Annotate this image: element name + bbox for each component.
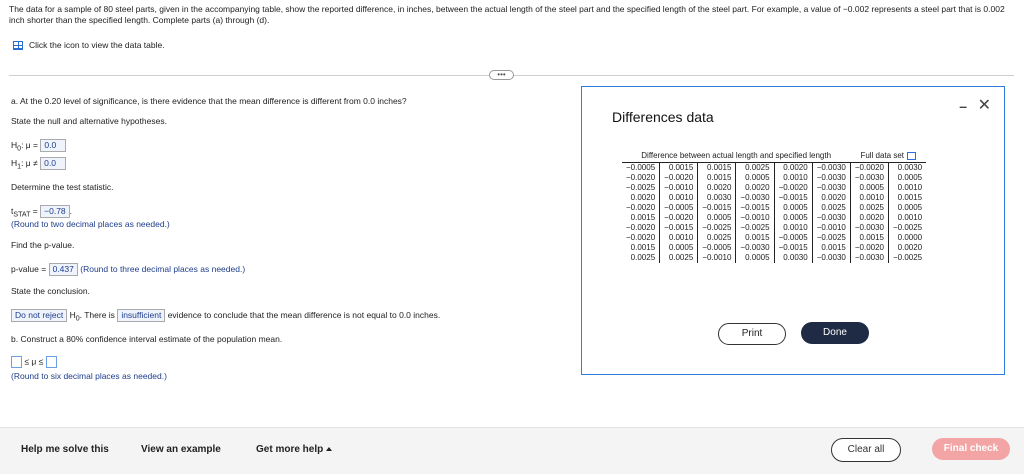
view-example-link[interactable]: View an example <box>141 444 221 455</box>
table-cell: −0.0020 <box>660 173 698 183</box>
table-cell: 0.0025 <box>850 203 888 213</box>
table-row <box>622 243 926 253</box>
caret-up-icon <box>326 447 332 451</box>
table-cell: −0.0020 <box>622 173 660 183</box>
table-cell: −0.0020 <box>660 213 698 223</box>
final-check-button[interactable]: Final check <box>932 438 1010 460</box>
table-cell: 0.0010 <box>660 193 698 203</box>
table-row <box>622 173 926 183</box>
table-cell: −0.0025 <box>892 223 923 232</box>
table-cell: 0.0025 <box>698 233 736 243</box>
evidence-dropdown[interactable]: insufficient <box>117 309 165 322</box>
round-three-hint: (Round to three decimal places as needed.) <box>80 264 246 274</box>
table-cell: −0.0020 <box>622 223 660 233</box>
close-icon[interactable]: ✕ <box>977 97 991 114</box>
table-cell: 0.0005 <box>897 173 923 182</box>
table-cell: −0.0030 <box>850 223 888 233</box>
table-cell: −0.0015 <box>774 193 812 203</box>
table-row <box>622 203 926 213</box>
confidence-interval-row: ≤ μ ≤ <box>11 356 57 368</box>
table-cell: 0.0000 <box>897 233 923 242</box>
decision-dropdown[interactable]: Do not reject <box>11 309 67 322</box>
table-cell: 0.0025 <box>622 253 660 263</box>
table-cell: 0.0015 <box>897 193 923 202</box>
dialog-title: Differences data <box>612 109 714 125</box>
round-six-hint: (Round to six decimal places as needed.) <box>11 371 167 381</box>
table-cell: −0.0010 <box>660 183 698 193</box>
table-cell: 0.0020 <box>897 243 923 252</box>
table-cell: 0.0005 <box>774 203 812 213</box>
table-cell: −0.0010 <box>736 213 774 223</box>
table-cell: −0.0005 <box>698 243 736 253</box>
table-cell: −0.0005 <box>774 233 812 243</box>
table-cell: −0.0010 <box>698 253 736 263</box>
table-cell: 0.0010 <box>897 213 923 222</box>
table-cell: −0.0025 <box>698 223 736 233</box>
table-cell: −0.0010 <box>812 223 850 233</box>
view-data-link[interactable] <box>13 40 165 50</box>
table-cell: −0.0015 <box>698 203 736 213</box>
table-header: Difference between actual length and specified length <box>641 151 832 160</box>
ci-upper-field[interactable] <box>46 356 57 368</box>
table-cell: −0.0015 <box>774 243 812 253</box>
table-row <box>622 193 926 203</box>
table-cell: −0.0030 <box>812 183 850 193</box>
test-statistic-prompt: Determine the test statistic. <box>11 182 114 192</box>
divider-handle[interactable]: ••• <box>489 70 514 80</box>
table-row <box>622 163 926 174</box>
done-button[interactable]: Done <box>801 322 869 344</box>
table-cell: −0.0005 <box>660 203 698 213</box>
help-me-solve-link[interactable]: Help me solve this <box>21 444 109 455</box>
table-cell: −0.0030 <box>812 213 850 223</box>
table-cell: 0.0005 <box>774 213 812 223</box>
conclusion-prompt: State the conclusion. <box>11 286 90 296</box>
pvalue-field[interactable]: 0.437 <box>49 263 78 276</box>
table-cell: −0.0020 <box>850 163 888 174</box>
table-cell: −0.0030 <box>736 243 774 253</box>
table-cell: −0.0020 <box>774 183 812 193</box>
ci-lower-field[interactable] <box>11 356 22 368</box>
get-more-help-link[interactable]: Get more help <box>256 444 332 455</box>
table-cell: 0.0030 <box>888 163 926 174</box>
table-cell: 0.0005 <box>698 213 736 223</box>
table-cell: 0.0015 <box>660 163 698 174</box>
table-cell: −0.0015 <box>660 223 698 233</box>
table-cell: 0.0015 <box>850 233 888 243</box>
table-cell: 0.0020 <box>850 213 888 223</box>
table-cell: 0.0015 <box>698 173 736 183</box>
null-hypothesis: $H_0$: μ = 0.0 <box>11 139 66 155</box>
table-row <box>622 233 926 243</box>
part-b-question: b. Construct a 80% confidence interval estimate of the population mean. <box>11 334 283 344</box>
table-cell: 0.0030 <box>698 193 736 203</box>
table-cell: −0.0020 <box>622 203 660 213</box>
table-cell: 0.0030 <box>774 253 812 263</box>
table-cell: 0.0005 <box>897 203 923 212</box>
table-cell: 0.0010 <box>897 183 923 192</box>
table-cell: −0.0025 <box>736 223 774 233</box>
table-cell: 0.0005 <box>850 183 888 193</box>
table-cell: 0.0010 <box>660 233 698 243</box>
table-cell: −0.0030 <box>812 253 850 263</box>
table-cell: 0.0025 <box>812 203 850 213</box>
clear-all-button[interactable]: Clear all <box>831 438 901 462</box>
table-cell: 0.0020 <box>698 183 736 193</box>
view-data-label[interactable]: Click the icon to view the data table. <box>29 40 165 50</box>
differences-table <box>622 151 926 263</box>
table-icon[interactable] <box>13 41 23 50</box>
copy-icon[interactable] <box>907 152 916 160</box>
table-cell: −0.0015 <box>736 203 774 213</box>
table-cell: 0.0020 <box>774 163 812 174</box>
tstat-row: $t_{STAT} = -0.78$ . <box>11 206 73 219</box>
table-cell: 0.0010 <box>774 173 812 183</box>
table-cell: −0.0020 <box>622 233 660 243</box>
data-dialog <box>581 86 1005 375</box>
table-cell: 0.0020 <box>812 193 850 203</box>
table-cell: 0.0005 <box>660 243 698 253</box>
pvalue-prompt: Find the p-value. <box>11 240 75 250</box>
minimize-icon[interactable]: – <box>959 98 967 114</box>
table-cell: −0.0025 <box>812 233 850 243</box>
h0-value-field[interactable]: 0.0 <box>40 139 66 152</box>
tstat-field[interactable]: −0.78 <box>40 205 70 218</box>
round-two-hint: (Round to two decimal places as needed.) <box>11 219 170 229</box>
table-cell: −0.0025 <box>622 183 660 193</box>
table-cell: −0.0030 <box>850 173 888 183</box>
table-cell: 0.0010 <box>850 193 888 203</box>
table-cell: −0.0025 <box>892 253 923 262</box>
full-data-set-link[interactable]: Full data set <box>860 151 916 161</box>
pvalue-row: p-value = 0.437 (Round to three decimal places as needed.) <box>11 264 246 274</box>
table-cell: −0.0030 <box>812 163 850 174</box>
table-cell: 0.0015 <box>622 213 660 223</box>
part-a-question: a. At the 0.20 level of significance, is there evidence that the mean difference is different from 0.0 inches? <box>11 96 407 106</box>
table-cell: 0.0015 <box>622 243 660 253</box>
h1-value-field[interactable]: 0.0 <box>40 157 66 170</box>
table-cell: 0.0010 <box>774 223 812 233</box>
table-row <box>622 223 926 233</box>
hypotheses-prompt: State the null and alternative hypotheses. <box>11 116 167 126</box>
table-cell: 0.0020 <box>622 193 660 203</box>
table-cell: 0.0005 <box>736 173 774 183</box>
table-row <box>622 253 926 263</box>
table-cell: 0.0020 <box>736 183 774 193</box>
table-cell: −0.0020 <box>850 243 888 253</box>
table-cell: −0.0030 <box>736 193 774 203</box>
table-row <box>622 213 926 223</box>
table-cell: −0.0005 <box>622 163 660 174</box>
alternative-hypothesis: $H_1$: μ ≠ 0.0 <box>11 157 66 173</box>
table-cell: 0.0015 <box>812 243 850 253</box>
conclusion-row: Do not reject $H_0$. There is insufficient evidence to conclude that the mean difference is not equal to 0.0 inches. <box>11 309 440 325</box>
table-cell: −0.0030 <box>850 253 888 263</box>
table-cell: 0.0015 <box>698 163 736 174</box>
table-cell: −0.0030 <box>812 173 850 183</box>
table-cell: 0.0015 <box>736 233 774 243</box>
table-cell: 0.0025 <box>660 253 698 263</box>
problem-intro: The data for a sample of 80 steel parts, given in the accompanying table, show the reported difference, in inches, between the actual length of the steel part and the specified length of the steel part. For example, a value of −0.002 represents a steel part that is 0.002 inch shorter than the specified length. Complete parts (a) through (d). <box>9 4 1005 25</box>
footer-bar <box>0 427 1024 474</box>
print-button[interactable]: Print <box>718 323 786 345</box>
table-cell: 0.0005 <box>736 253 774 263</box>
table-row <box>622 183 926 193</box>
table-cell: 0.0025 <box>736 163 774 174</box>
